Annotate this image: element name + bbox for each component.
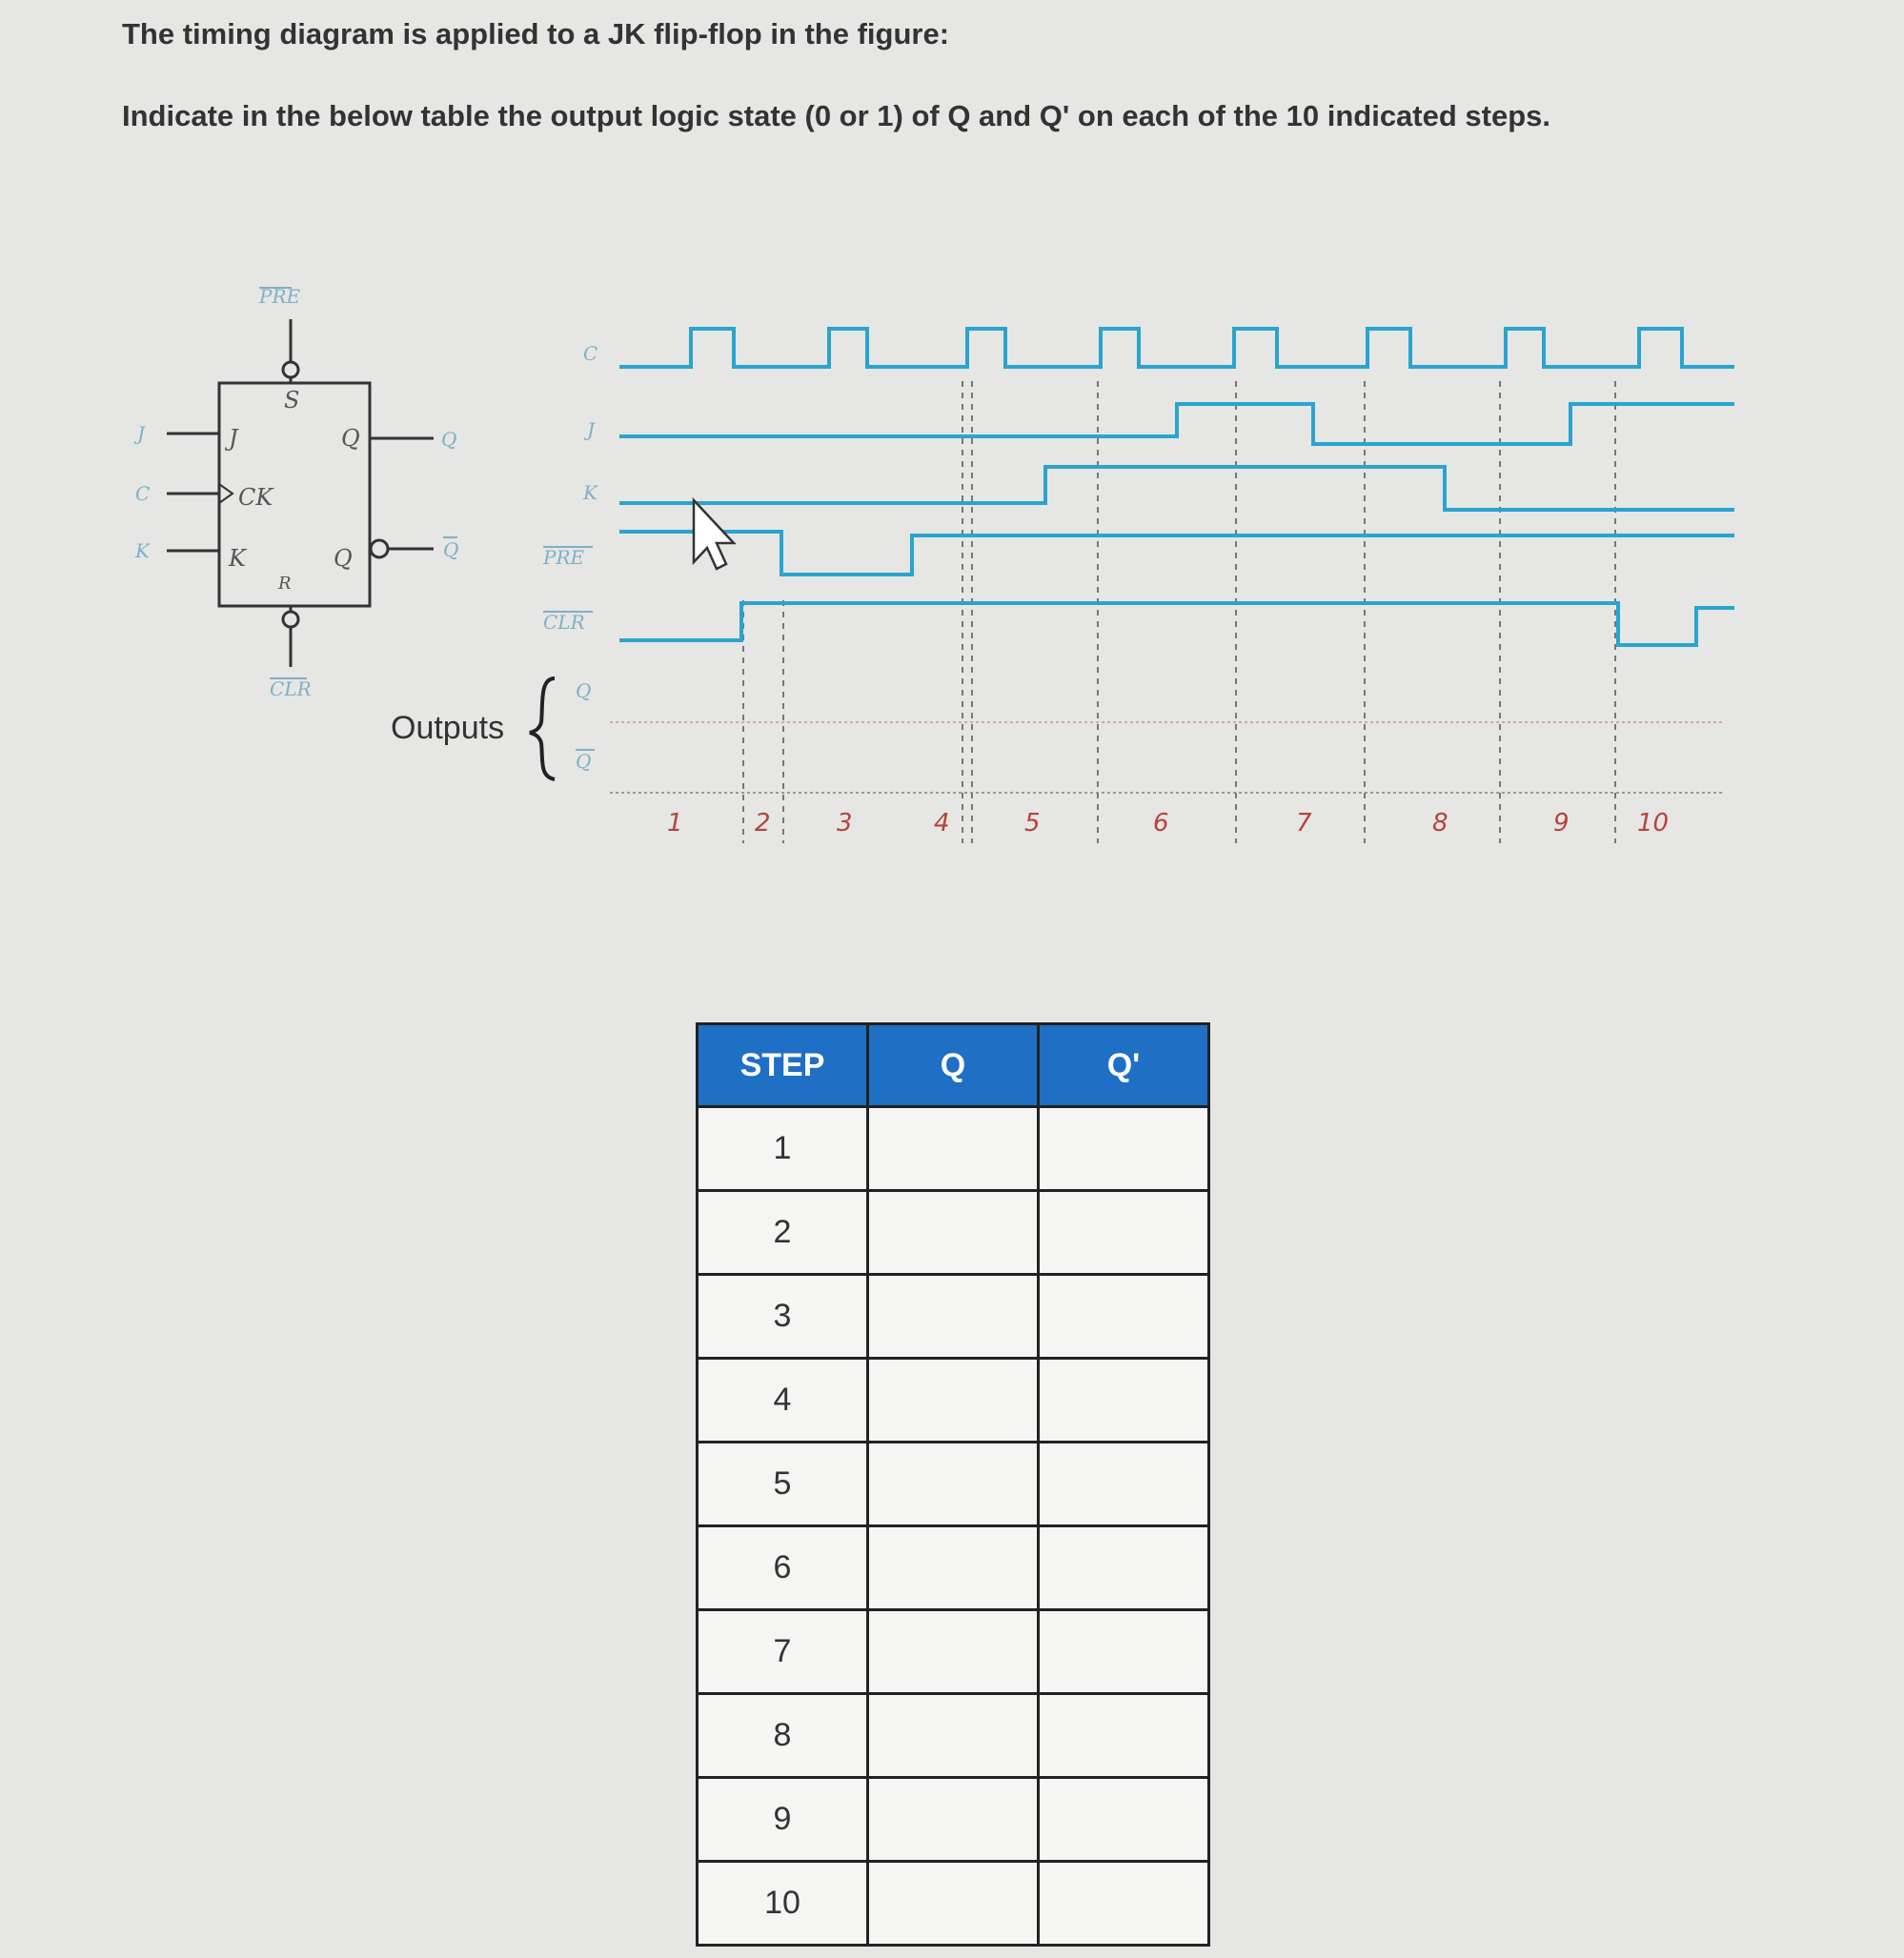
step-number: 4 <box>934 809 950 838</box>
q-answer-cell[interactable] <box>868 1191 1039 1275</box>
waveform-k <box>619 467 1734 510</box>
step-number: 3 <box>837 809 853 838</box>
step-number: 6 <box>1153 809 1169 838</box>
table-row <box>698 1191 1209 1275</box>
step-number: 5 <box>1024 809 1041 838</box>
column-header-q: Q <box>868 1024 1039 1107</box>
jk-flipflop-symbol <box>133 285 458 700</box>
ck-pin-label: CK <box>238 484 273 511</box>
q-bar-answer-cell[interactable] <box>1039 1694 1209 1778</box>
table-row <box>698 1778 1209 1862</box>
step-cell: 3 <box>698 1275 868 1359</box>
table-header-row <box>698 1024 1209 1107</box>
clock-triangle <box>219 484 233 503</box>
outputs-label: Outputs <box>391 710 505 746</box>
q-answer-cell[interactable] <box>868 1275 1039 1359</box>
step-number: 10 <box>1637 809 1670 838</box>
s-pin-label: S <box>284 387 300 414</box>
outputs-brace <box>530 678 555 779</box>
q-answer-cell[interactable] <box>868 1862 1039 1946</box>
k-input-label: K <box>135 539 150 562</box>
q-bar-answer-cell[interactable] <box>1039 1275 1209 1359</box>
signal-label-j: J <box>587 418 596 441</box>
step-cell: 2 <box>698 1191 868 1275</box>
step-cell: 7 <box>698 1610 868 1694</box>
step-numbers <box>667 809 1669 838</box>
question-line-2: Indicate in the below table the output logic state (0 or 1) of Q and Q' on each of the 10 indicated steps. <box>122 99 1551 132</box>
table-row <box>698 1694 1209 1778</box>
j-input-label: J <box>137 422 146 445</box>
step-separators <box>743 381 1615 843</box>
signal-label-pre: PRE <box>543 546 585 569</box>
column-header-step: STEP <box>698 1024 868 1107</box>
q-bar-answer-cell[interactable] <box>1039 1191 1209 1275</box>
step-number: 9 <box>1553 809 1570 838</box>
output-label-q-bar: Q <box>576 750 592 773</box>
pre-inversion-bubble <box>283 362 298 377</box>
table-row <box>698 1443 1209 1526</box>
q-bar-answer-cell[interactable] <box>1039 1359 1209 1443</box>
answer-table <box>696 1022 1210 1947</box>
question-line-1: The timing diagram is applied to a JK flip-flop in the figure: <box>122 17 950 50</box>
q-bar-answer-cell[interactable] <box>1039 1107 1209 1191</box>
table-row <box>698 1526 1209 1610</box>
waveform-pre <box>619 532 1734 575</box>
q-answer-cell[interactable] <box>868 1526 1039 1610</box>
step-cell: 4 <box>698 1359 868 1443</box>
pre-input-label: PRE <box>259 285 301 308</box>
step-cell: 6 <box>698 1526 868 1610</box>
k-pin-label: K <box>229 545 246 572</box>
step-cell: 1 <box>698 1107 868 1191</box>
clr-inversion-bubble <box>283 612 298 627</box>
timing-signal-labels <box>542 342 598 634</box>
q-bar-inversion-bubble <box>371 540 388 557</box>
q-answer-cell[interactable] <box>868 1694 1039 1778</box>
q-bar-answer-cell[interactable] <box>1039 1862 1209 1946</box>
q-bar-pin-label: Q <box>334 545 353 572</box>
table-row <box>698 1610 1209 1694</box>
j-pin-label: J <box>229 425 238 452</box>
step-cell: 10 <box>698 1862 868 1946</box>
step-number: 1 <box>667 809 683 838</box>
mouse-cursor-icon <box>694 500 734 569</box>
q-bar-answer-cell[interactable] <box>1039 1778 1209 1862</box>
waveform-clock <box>619 329 1734 367</box>
q-answer-cell[interactable] <box>868 1778 1039 1862</box>
step-number: 2 <box>755 809 771 838</box>
q-bar-output-label: Q <box>443 538 459 561</box>
r-pin-label: R <box>278 574 292 594</box>
q-bar-answer-cell[interactable] <box>1039 1526 1209 1610</box>
step-cell: 8 <box>698 1694 868 1778</box>
table-row <box>698 1862 1209 1946</box>
c-input-label: C <box>135 482 151 505</box>
q-answer-cell[interactable] <box>868 1107 1039 1191</box>
step-number: 7 <box>1296 809 1312 838</box>
q-pin-label: Q <box>341 425 360 452</box>
signal-label-clr: CLR <box>543 611 585 634</box>
signal-label-c: C <box>583 342 598 365</box>
table-row <box>698 1275 1209 1359</box>
table-row <box>698 1359 1209 1443</box>
table-row <box>698 1107 1209 1191</box>
q-answer-cell[interactable] <box>868 1443 1039 1526</box>
output-label-q: Q <box>576 679 592 702</box>
q-output-label: Q <box>441 428 457 451</box>
column-header-q-bar: Q' <box>1039 1024 1209 1107</box>
q-answer-cell[interactable] <box>868 1359 1039 1443</box>
waveforms <box>619 329 1734 645</box>
jk-timing-figure <box>0 0 1904 953</box>
step-cell: 9 <box>698 1778 868 1862</box>
waveform-j <box>619 404 1734 444</box>
q-answer-cell[interactable] <box>868 1610 1039 1694</box>
waveform-clr <box>619 603 1734 645</box>
q-bar-answer-cell[interactable] <box>1039 1443 1209 1526</box>
q-bar-answer-cell[interactable] <box>1039 1610 1209 1694</box>
signal-label-k: K <box>583 481 598 504</box>
clr-input-label: CLR <box>270 677 312 700</box>
step-cell: 5 <box>698 1443 868 1526</box>
step-number: 8 <box>1432 809 1448 838</box>
